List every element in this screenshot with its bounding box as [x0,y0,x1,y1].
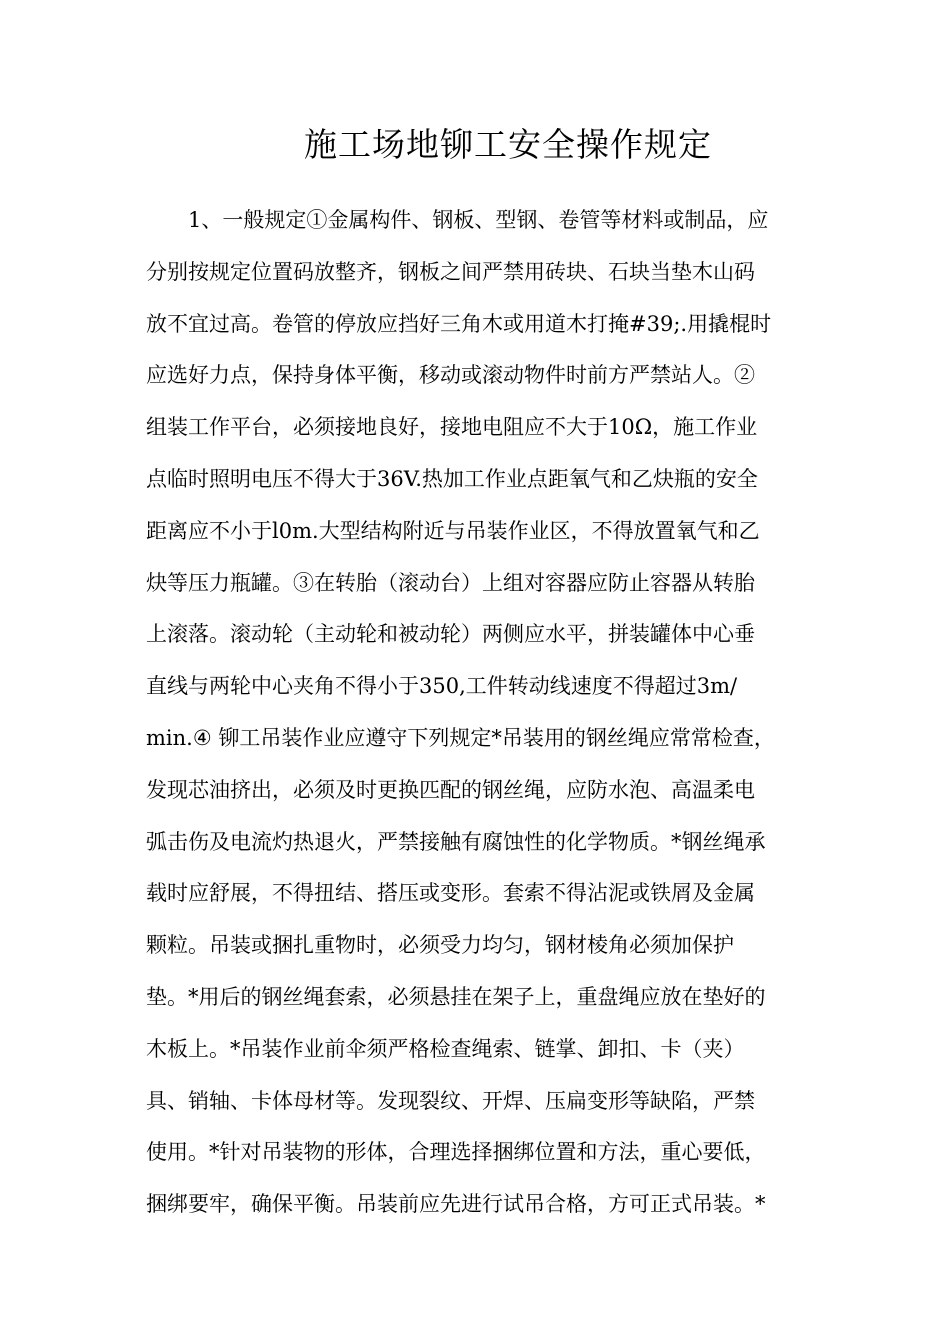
body-line: 捆绑要牢，确保平衡。吊装前应先进行试吊合格，方可正式吊装。* [146,1192,766,1217]
body-line: 距离应不小于l0m.大型结构附近与吊装作业区，不得放置氧气和乙 [146,518,760,543]
body-line: 木板上。*吊装作业前伞须严格检查绳索、链掌、卸扣、卡（夹） [146,1036,745,1061]
body-line: 分别按规定位置码放整齐，钢板之间严禁用砖块、石块当垫木山码 [146,259,755,284]
body-line: 发现芯油挤出，必须及时更换匹配的钢丝绳，应防水泡、高温柔电 [146,777,755,802]
document-title: 施工场地铆工安全操作规定 [304,125,712,164]
body-line: 颗粒。吊装或捆扎重物时，必须受力均匀，钢材棱角必须加保护 [146,933,734,958]
document-body [146,195,826,1231]
body-line: 垫。*用后的钢丝绳套索，必须悬挂在架子上，重盘绳应放在垫好的 [146,984,766,1009]
body-line: 直线与两轮中心夹角不得小于350,工件转动线速度不得超过3m/ [146,674,738,699]
body-line: 点临时照明电压不得大于36V.热加工作业点距氧气和乙炔瓶的安全 [146,466,758,491]
body-line: 弧击伤及电流灼热退火，严禁接触有腐蚀性的化学物质。*钢丝绳承 [146,829,766,854]
body-line: 使用。*针对吊装物的形体，合理选择捆绑位置和方法，重心要低， [146,1140,766,1165]
body-line: 应选好力点，保持身体平衡，移动或滚动物件时前方严禁站人。② [146,363,755,388]
body-line: 具、销轴、卡体母材等。发现裂纹、开焊、压扁变形等缺陷，严禁 [146,1088,755,1113]
body-line: min.④ 铆工吊装作业应遵守下列规定*吊装用的钢丝绳应常常检查， [146,725,775,750]
body-line: 载时应舒展，不得扭结、搭压或变形。套索不得沾泥或铁屑及金属 [146,881,755,906]
body-line: 炔等压力瓶罐。③在转胎（滚动台）上组对容器应防止容器从转胎 [146,570,755,595]
body-line: 放不宜过高。卷管的停放应挡好三角木或用道木打掩#39;.用撬棍时 [146,311,772,336]
body-line: 1、一般规定①金属构件、钢板、型钢、卷管等材料或制品，应 [188,208,769,232]
body-line: 组装工作平台，必须接地良好，接地电阻应不大于10Ω，施工作业 [146,415,758,440]
body-line: 上滚落。滚动轮（主动轮和被动轮）两侧应水平，拼装罐体中心垂 [146,622,755,647]
